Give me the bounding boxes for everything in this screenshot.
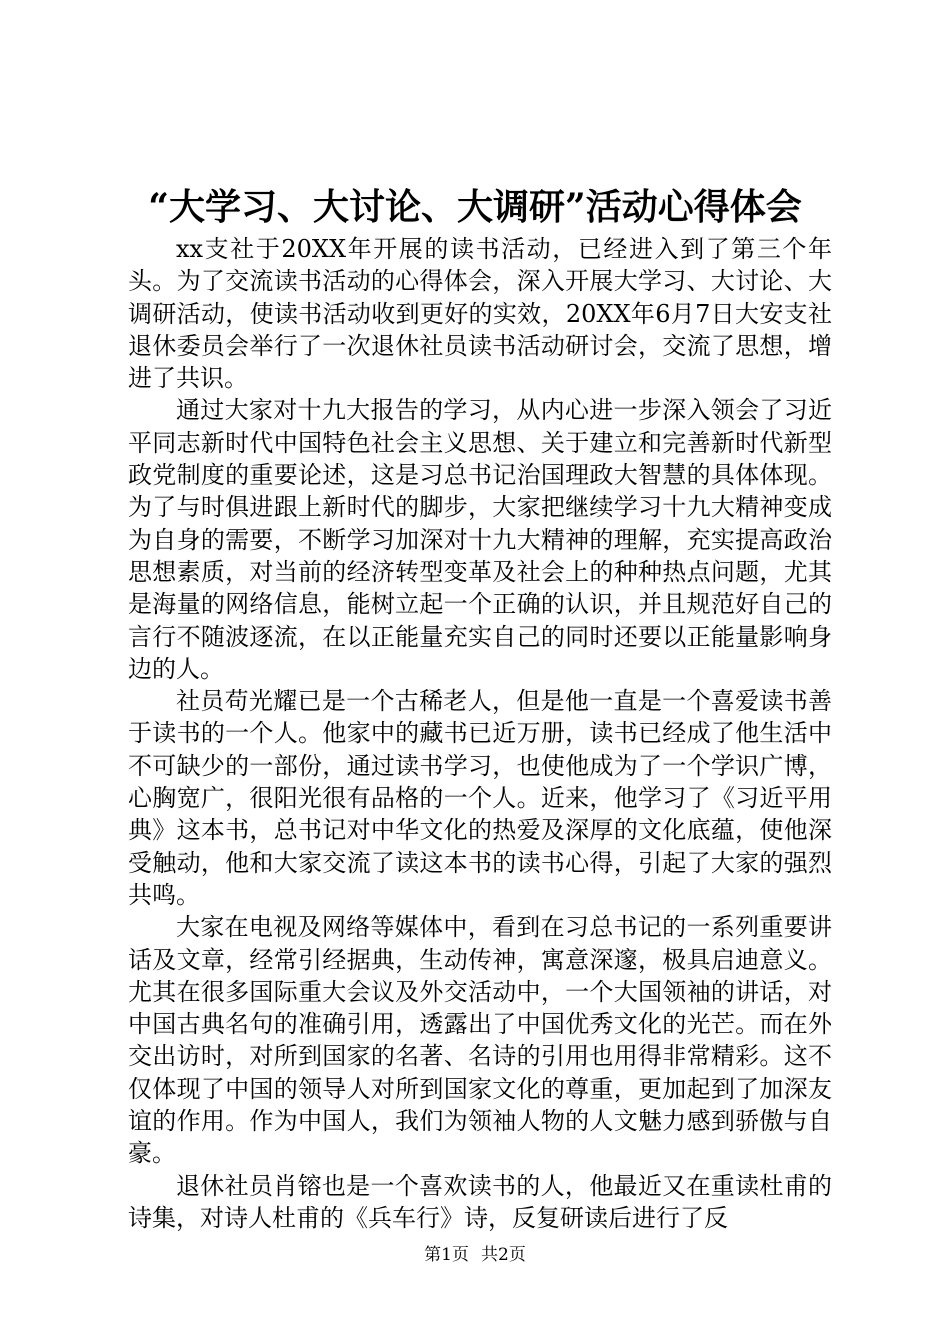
page-total: 共2页 — [481, 1245, 526, 1265]
document-title: “大学习、大讨论、大调研”活动心得体会 — [148, 186, 802, 228]
paragraph: xx支社于20XX年开展的读书活动，已经进入到了第三个年头。为了交流读书活动的心得体会，深入开展大学习、大讨论、大调研活动，使读书活动收到更好的实效，20XX年6月7日大安支社退休委员会举行了一次退休社员读书活动研讨会，交流了思想，增进了共识。 — [128, 235, 832, 393]
page-number: 第1页 — [424, 1245, 469, 1265]
paragraph: 退休社员肖镕也是一个喜欢读书的人，他最近又在重读杜甫的诗集，对诗人杜甫的《兵车行》诗，反复研读后进行了反 — [128, 1171, 832, 1232]
page-footer — [0, 1244, 950, 1266]
paragraph: 大家在电视及网络等媒体中，看到在习总书记的一系列重要讲话及文章，经常引经据典，生动传神，寓意深邃，极具启迪意义。尤其在很多国际重大会议及外交活动中，一个大国领袖的讲话，对中国古典名句的准确引用，透露出了中国优秀文化的光芒。而在外交出访时，对所到国家的名著、名诗的引用也用得非常精彩。这不仅体现了中国的领导人对所到国家文化的尊重，更加起到了加深友谊的作用。作为中国人，我们为领袖人物的人文魅力感到骄傲与自豪。 — [128, 913, 832, 1168]
paragraph: 社员苟光耀已是一个古稀老人，但是他一直是一个喜爱读书善于读书的一个人。他家中的藏书已近万册，读书已经成了他生活中不可缺少的一部份，通过读书学习，也使他成为了一个学识广博，心胸宽广，很阳光很有品格的一个人。近来，他学习了《习近平用典》这本书，总书记对中华文化的热爱及深厚的文化底蕴，使他深受触动，他和大家交流了读这本书的读书心得，引起了大家的强烈共鸣。 — [128, 687, 832, 909]
paragraph: 通过大家对十九大报告的学习，从内心进一步深入领会了习近平同志新时代中国特色社会主义思想、关于建立和完善新时代新型政党制度的重要论述，这是习总书记治国理政大智慧的具体体现。为了与时俱进跟上新时代的脚步，大家把继续学习十九大精神变成为自身的需要，不断学习加深对十九大精神的理解，充实提高政治思想素质，对当前的经济转型变革及社会上的种种热点问题，尤其是海量的网络信息，能树立起一个正确的认识，并且规范好自己的言行不随波逐流，在以正能量充实自己的同时还要以正能量影响身边的人。 — [128, 396, 832, 683]
document-body — [128, 233, 832, 1234]
